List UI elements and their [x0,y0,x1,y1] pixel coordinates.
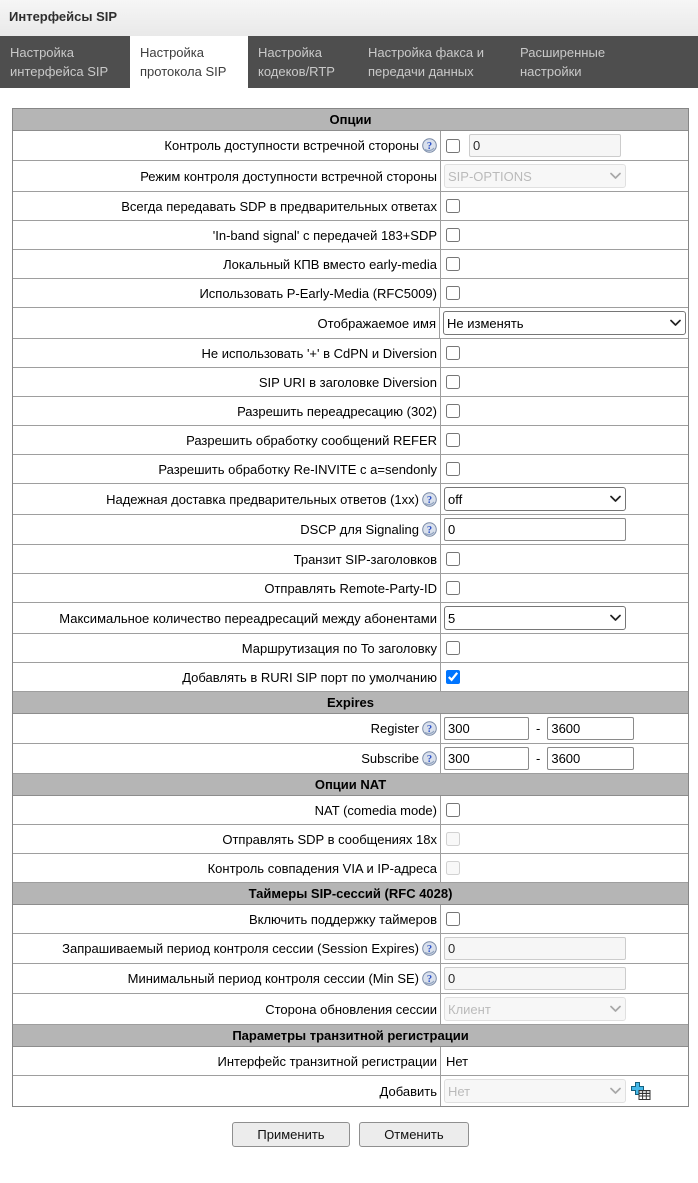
row-label-cell [13,339,441,367]
via-ip-match-check-checkbox [446,861,460,875]
settings-row-sip-header-transit [13,545,688,574]
settings-row-remote-availability-check [13,131,688,161]
settings-row-min-se-period [13,964,688,994]
availability-check-mode-select-element [444,164,626,188]
settings-row-register-expires [13,714,688,744]
row-label-cell [13,744,441,773]
min-se-period-help-icon[interactable] [422,971,437,986]
settings-row-p-early-media [13,279,688,308]
row-control-cell [441,426,688,454]
row-control-cell [441,545,688,573]
subscribe-expires-input-max[interactable] [547,747,634,770]
session-expires-period-input [444,937,626,960]
row-label: Разрешить обработку сообщений REFER [186,432,437,448]
row-label-cell [13,796,441,824]
row-label: Контроль совпадения VIA и IP-адреса [207,860,437,876]
row-label-cell [13,994,441,1024]
svg-text:?: ? [426,944,433,956]
apply-button[interactable]: Применить [232,1122,349,1147]
inband-signal-183-checkbox[interactable] [446,228,460,242]
row-control-cell [441,574,688,602]
nat-comedia-mode-checkbox[interactable] [446,803,460,817]
svg-text:?: ? [426,754,433,766]
remote-availability-check-help-icon[interactable] [422,138,437,153]
row-label: DSCP для Signaling [300,522,419,537]
section-header-options: Опции [13,109,688,131]
row-label: Добавлять в RURI SIP порт по умолчанию [182,669,437,685]
route-by-to-header-checkbox[interactable] [446,641,460,655]
row-label-cell [13,1076,441,1106]
row-control-cell [441,825,688,853]
settings-row-allow-reinvite-sendonly [13,455,688,484]
row-label: Режим контроля доступности встречной стороны [140,168,437,184]
row-control-cell [441,905,688,933]
row-label: Транзит SIP-заголовков [293,551,437,567]
row-control-cell [441,339,688,367]
sip-uri-diversion-checkbox[interactable] [446,375,460,389]
row-label: Сторона обновления сессии [265,1001,437,1017]
dscp-signaling-help-icon[interactable] [422,522,437,537]
action-buttons [12,1122,689,1147]
row-control-cell [441,221,688,249]
local-ringback-checkbox[interactable] [446,257,460,271]
transit-reg-add-select-element [444,1079,626,1103]
settings-row-local-ringback [13,250,688,279]
row-control-cell [441,994,688,1024]
settings-row-session-expires-period [13,934,688,964]
session-refresher-select [444,997,626,1021]
row-label-cell [13,964,441,993]
row-label-cell [13,854,441,882]
remote-availability-check-checkbox[interactable] [446,139,460,153]
row-control-cell [441,1047,688,1075]
transit-reg-add-select [444,1079,626,1103]
row-label: Всегда передавать SDP в предварительных ответах [121,198,437,214]
row-label: Не использовать '+' в CdPN и Diversion [201,345,437,361]
row-label: Использовать P-Early-Media (RFC5009) [199,285,437,301]
row-control-cell [441,603,688,633]
row-label-cell [13,250,441,278]
reliable-provisional-1xx-select[interactable] [444,487,626,511]
row-label-cell [13,634,441,662]
row-label: Разрешить переадресацию (302) [237,403,437,419]
row-label-cell [13,603,441,633]
row-control-cell [441,634,688,662]
row-control-cell [441,368,688,396]
row-label-cell [13,905,441,933]
tab-sip-protocol-settings[interactable]: Настройка протокола SIP [130,36,248,88]
row-label-cell [13,515,441,544]
row-label: Отправлять SDP в сообщениях 18x [222,831,437,847]
section-header-sip-session-timers: Таймеры SIP-сессий (RFC 4028) [13,883,688,905]
max-redirections-select-element[interactable] [444,606,626,630]
row-label-cell [13,161,441,191]
row-label-cell [13,714,441,743]
settings-row-session-refresher [13,994,688,1025]
register-expires-help-icon[interactable] [422,721,437,736]
settings-row-allow-redirect-302 [13,397,688,426]
row-label-cell [13,221,441,249]
row-control-cell [441,250,688,278]
settings-row-enable-session-timers [13,905,688,934]
svg-text:?: ? [426,724,433,736]
tab-codecs-rtp-settings[interactable]: Настройка кодеков/RTP [258,45,335,79]
row-control-cell [441,192,688,220]
row-label: SIP URI в заголовке Diversion [258,374,437,390]
settings-table [12,108,689,1107]
row-label-cell [13,131,441,160]
settings-row-inband-signal-183 [13,221,688,250]
row-control-cell [440,308,688,338]
tab-fax-data-settings[interactable]: Настройка факса и передачи данных [368,45,484,79]
settings-row-always-sdp-provisional [13,192,688,221]
enable-session-timers-checkbox[interactable] [446,912,460,926]
row-label: Запрашиваемый период контроля сессии (Session Expires) [62,941,419,956]
subscribe-expires-input[interactable] [444,747,529,770]
dscp-signaling-input[interactable] [444,518,626,541]
max-redirections-select[interactable] [444,606,626,630]
row-label: NAT (comedia mode) [314,802,437,818]
register-expires-input-max[interactable] [547,717,634,740]
settings-row-max-redirections [13,603,688,634]
sdp-in-18x-checkbox [446,832,460,846]
row-control-cell [441,455,688,483]
row-control-cell [441,397,688,425]
display-name-select-element[interactable] [443,311,686,335]
settings-row-ruri-default-sip-port [13,663,688,692]
settings-row-dscp-signaling [13,515,688,545]
row-label-cell [13,368,441,396]
row-label-cell [13,192,441,220]
row-label-cell [13,663,441,691]
settings-row-no-plus-cdpn-diversion [13,339,688,368]
row-label: Контроль доступности встречной стороны [164,138,419,153]
settings-row-sdp-in-18x [13,825,688,854]
settings-row-allow-refer [13,426,688,455]
svg-text:?: ? [426,494,433,506]
send-remote-party-id-checkbox[interactable] [446,581,460,595]
row-control-cell [441,854,688,882]
allow-refer-checkbox[interactable] [446,433,460,447]
row-label-cell [13,545,441,573]
row-label: Отображаемое имя [317,315,436,331]
row-control-cell [441,796,688,824]
row-control-cell [441,744,688,773]
display-name-select[interactable] [443,311,686,335]
settings-row-send-remote-party-id [13,574,688,603]
row-control-cell [441,515,688,544]
transit-reg-interface-value: Нет [446,1053,469,1069]
row-label: Register [370,721,419,736]
allow-reinvite-sendonly-checkbox[interactable] [446,462,460,476]
row-label: Отправлять Remote-Party-ID [264,580,437,596]
row-control-cell [441,964,688,993]
row-label: Subscribe [361,751,419,766]
row-label: Включить поддержку таймеров [248,911,437,927]
row-label: Разрешить обработку Re-INVITE с a=sendonly [158,461,437,477]
min-se-period-input [444,967,626,990]
settings-row-sip-uri-diversion [13,368,688,397]
ruri-default-sip-port-checkbox[interactable] [446,670,460,684]
p-early-media-checkbox[interactable] [446,286,460,300]
settings-row-transit-reg-interface [13,1047,688,1076]
settings-row-via-ip-match-check [13,854,688,883]
row-label: Интерфейс транзитной регистрации [217,1053,437,1069]
row-label: Минимальный период контроля сессии (Min SE) [127,971,419,986]
row-label: Маршрутизация по To заголовку [241,640,437,656]
settings-content [12,108,689,1147]
reliable-provisional-1xx-help-icon[interactable] [422,492,437,507]
settings-row-display-name [13,308,688,339]
row-label: 'In-band signal' с передачей 183+SDP [212,227,437,243]
range-dash: - [536,721,541,736]
row-label-cell [13,308,440,338]
row-label-cell [13,825,441,853]
cancel-button[interactable]: Отменить [359,1122,468,1147]
row-label: Максимальное количество переадресаций между абонентами [59,610,437,626]
row-control-cell [441,161,688,191]
row-control-cell [441,279,688,307]
row-label-cell [13,455,441,483]
row-label-cell [13,574,441,602]
page-title: Интерфейсы SIP [0,0,698,36]
svg-text:?: ? [426,525,433,537]
row-label-cell [13,1047,441,1075]
section-header-expires: Expires [13,692,688,714]
remote-availability-check-input [469,134,621,157]
row-label: Добавить [379,1083,437,1099]
tab-advanced-settings[interactable]: Расширенные настройки [520,45,606,79]
settings-row-transit-reg-add [13,1076,688,1106]
subscribe-expires-help-icon[interactable] [422,751,437,766]
row-label-cell [13,934,441,963]
range-dash: - [536,751,541,766]
settings-row-subscribe-expires [13,744,688,774]
allow-redirect-302-checkbox[interactable] [446,404,460,418]
section-header-nat-options: Опции NAT [13,774,688,796]
sip-header-transit-checkbox[interactable] [446,552,460,566]
row-label: Надежная доставка предварительных ответов (1xx) [106,491,419,507]
row-label: Локальный КПВ вместо early-media [223,256,437,272]
settings-row-nat-comedia-mode [13,796,688,825]
row-label-cell [13,426,441,454]
row-label-cell [13,279,441,307]
row-control-cell [441,714,688,743]
tab-bar [0,36,698,88]
tab-sip-interface-settings[interactable]: Настройка интерфейса SIP [10,45,109,79]
row-control-cell [441,934,688,963]
row-control-cell [441,131,688,160]
row-label-cell [13,397,441,425]
session-expires-period-help-icon[interactable] [422,941,437,956]
transit-reg-add-add-record-icon[interactable] [631,1082,651,1101]
settings-row-route-by-to-header [13,634,688,663]
settings-row-reliable-provisional-1xx [13,484,688,515]
row-control-cell [441,663,688,691]
row-control-cell [441,484,688,514]
no-plus-cdpn-diversion-checkbox[interactable] [446,346,460,360]
session-refresher-select-element [444,997,626,1021]
register-expires-input[interactable] [444,717,529,740]
svg-text:?: ? [426,141,433,153]
always-sdp-provisional-checkbox[interactable] [446,199,460,213]
reliable-provisional-1xx-select-element[interactable] [444,487,626,511]
row-control-cell [441,1076,688,1106]
settings-row-availability-check-mode [13,161,688,192]
availability-check-mode-select [444,164,626,188]
section-header-transit-registration: Параметры транзитной регистрации [13,1025,688,1047]
svg-text:?: ? [426,974,433,986]
row-label-cell [13,484,441,514]
